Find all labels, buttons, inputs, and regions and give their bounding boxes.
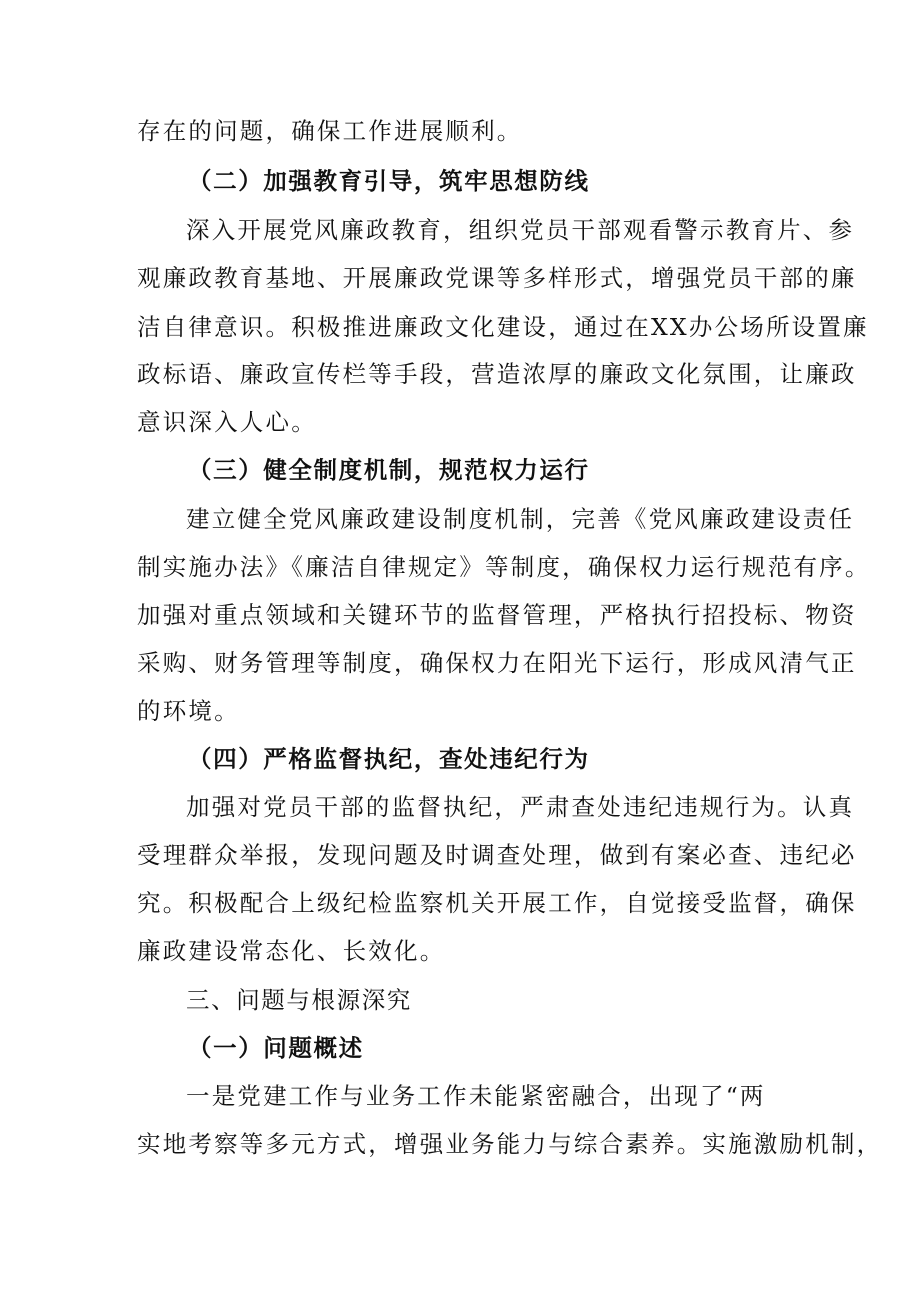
- body-text-line: 廉政建设常态化、长效化。: [137, 937, 446, 965]
- body-text-line: 实地考察等多元方式，增强业务能力与综合素养。实施激励机制，: [137, 1130, 883, 1158]
- section-heading-4: （四）严格监督执纪，查处违纪行为: [188, 745, 590, 773]
- body-text-line: 的环境。: [137, 697, 240, 725]
- body-text-line: 加强对重点领域和关键环节的监督管理，严格执行招投标、物资: [137, 601, 857, 629]
- body-text-line: 加强对党员干部的监督执纪，严肃查处违纪违规行为。认真: [186, 793, 855, 821]
- body-text-line: 存在的问题，确保工作进展顺利。: [137, 117, 523, 145]
- chapter-heading: 三、问题与根源深究: [186, 986, 412, 1014]
- body-text-line: 建立健全党风廉政建设制度机制，完善《党风廉政建设责任: [186, 505, 855, 533]
- body-text-line: 采购、财务管理等制度，确保权力在阳光下运行，形成风清气正: [137, 649, 857, 677]
- body-text-line: 意识深入人心。: [137, 408, 317, 436]
- body-text-line: 观廉政教育基地、开展廉政党课等多样形式，增强党员干部的廉: [137, 264, 857, 292]
- subsection-heading: （一）问题概述: [188, 1034, 364, 1062]
- body-text-line: 究。积极配合上级纪检监察机关开展工作，自觉接受监督，确保: [137, 889, 857, 917]
- body-text-line: 受理群众举报，发现问题及时调查处理，做到有案必查、违纪必: [137, 841, 857, 869]
- body-text-line: 深入开展党风廉政教育，组织党员干部观看警示教育片、参: [186, 216, 855, 244]
- section-heading-3: （三）健全制度机制，规范权力运行: [188, 456, 590, 484]
- body-text-line: 政标语、廉政宣传栏等手段，营造浓厚的廉政文化氛围，让廉政: [137, 360, 857, 388]
- body-text-line: 一是党建工作与业务工作未能紧密融合，出现了“两: [186, 1082, 766, 1110]
- body-text-line: 洁自律意识。积极推进廉政文化建设，通过在XX办公场所设置廉: [137, 313, 869, 341]
- body-text-line: 制实施办法》《廉洁自律规定》等制度，确保权力运行规范有序。: [137, 553, 871, 581]
- section-heading-2: （二）加强教育引导，筑牢思想防线: [188, 167, 590, 195]
